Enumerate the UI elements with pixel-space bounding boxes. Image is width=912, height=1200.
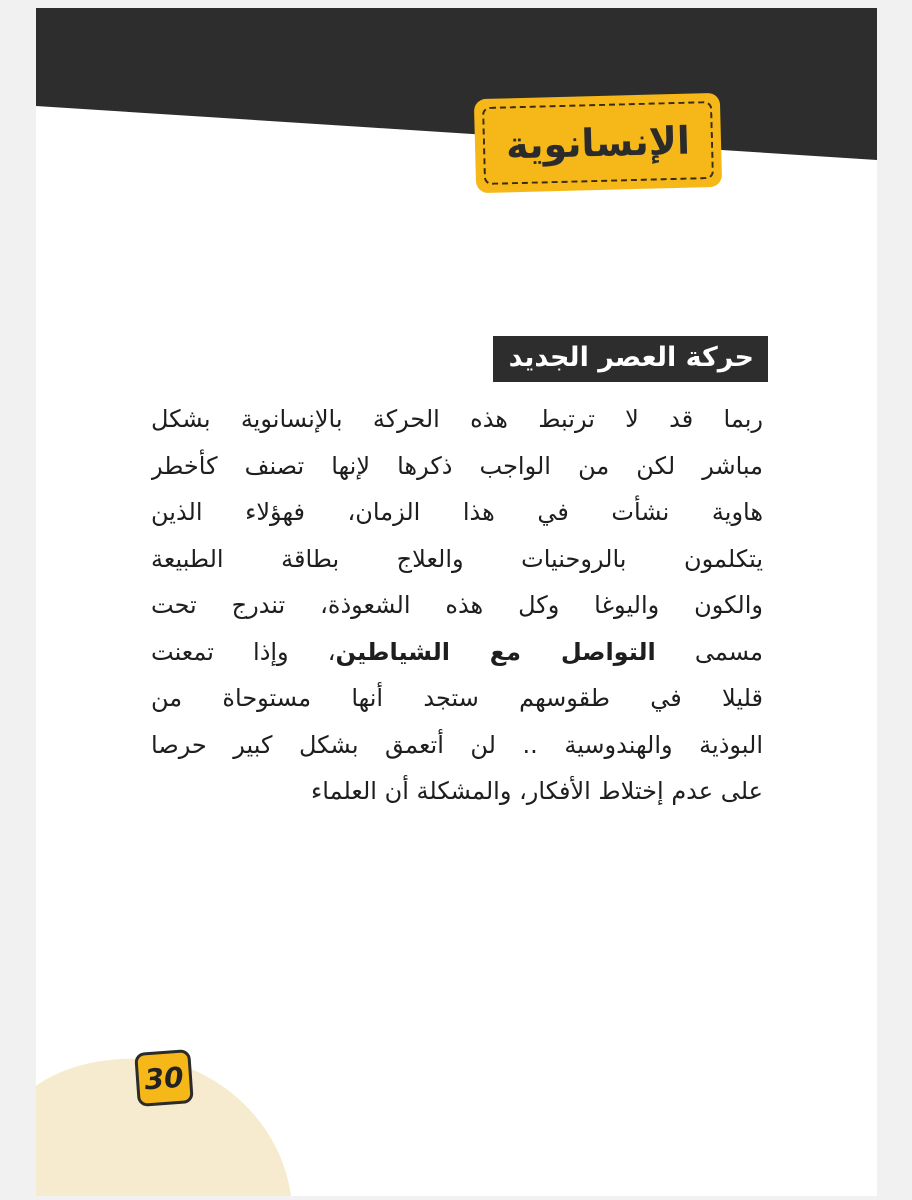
body-line: ربما قد لا ترتبط هذه الحركة بالإنسانوية بشكل [151, 405, 763, 433]
chapter-title: الإنسانوية [505, 118, 691, 168]
body-line: قليلا في طقوسهم ستجد أنها مستوحاة من [151, 684, 763, 712]
body-line: مباشر لكن من الواجب ذكرها لإنها تصنف كأخطر [151, 451, 763, 480]
body-line: البوذية والهندوسية .. لن أتعمق بشكل كبير حرصا [151, 730, 763, 759]
body-text-after: ، وإذا تمعنت [151, 637, 336, 666]
body-line-emphasis [151, 629, 763, 676]
emphasized-phrase: التواصل مع الشياطين [335, 637, 656, 666]
body-text-before: مسمى [655, 637, 763, 666]
body-line: هاوية نشأت في هذا الزمان، فهؤلاء الذين [151, 498, 763, 526]
body-paragraph [151, 396, 763, 815]
page-number-badge [134, 1049, 194, 1107]
section-heading: حركة العصر الجديد [493, 336, 768, 382]
body-line: يتكلمون بالروحنيات والعلاج بطاقة الطبيعة [151, 544, 763, 573]
book-page [36, 8, 877, 1196]
body-line: على عدم إختلاط الأفكار، والمشكلة أن العلماء [310, 777, 763, 805]
page-number: 30 [143, 1060, 185, 1096]
badge-dashed-border [482, 101, 714, 185]
body-line: والكون واليوغا وكل هذه الشعوذة، تندرج تحت [151, 591, 763, 619]
header-dark-band [36, 8, 877, 168]
chapter-title-badge [474, 93, 722, 193]
